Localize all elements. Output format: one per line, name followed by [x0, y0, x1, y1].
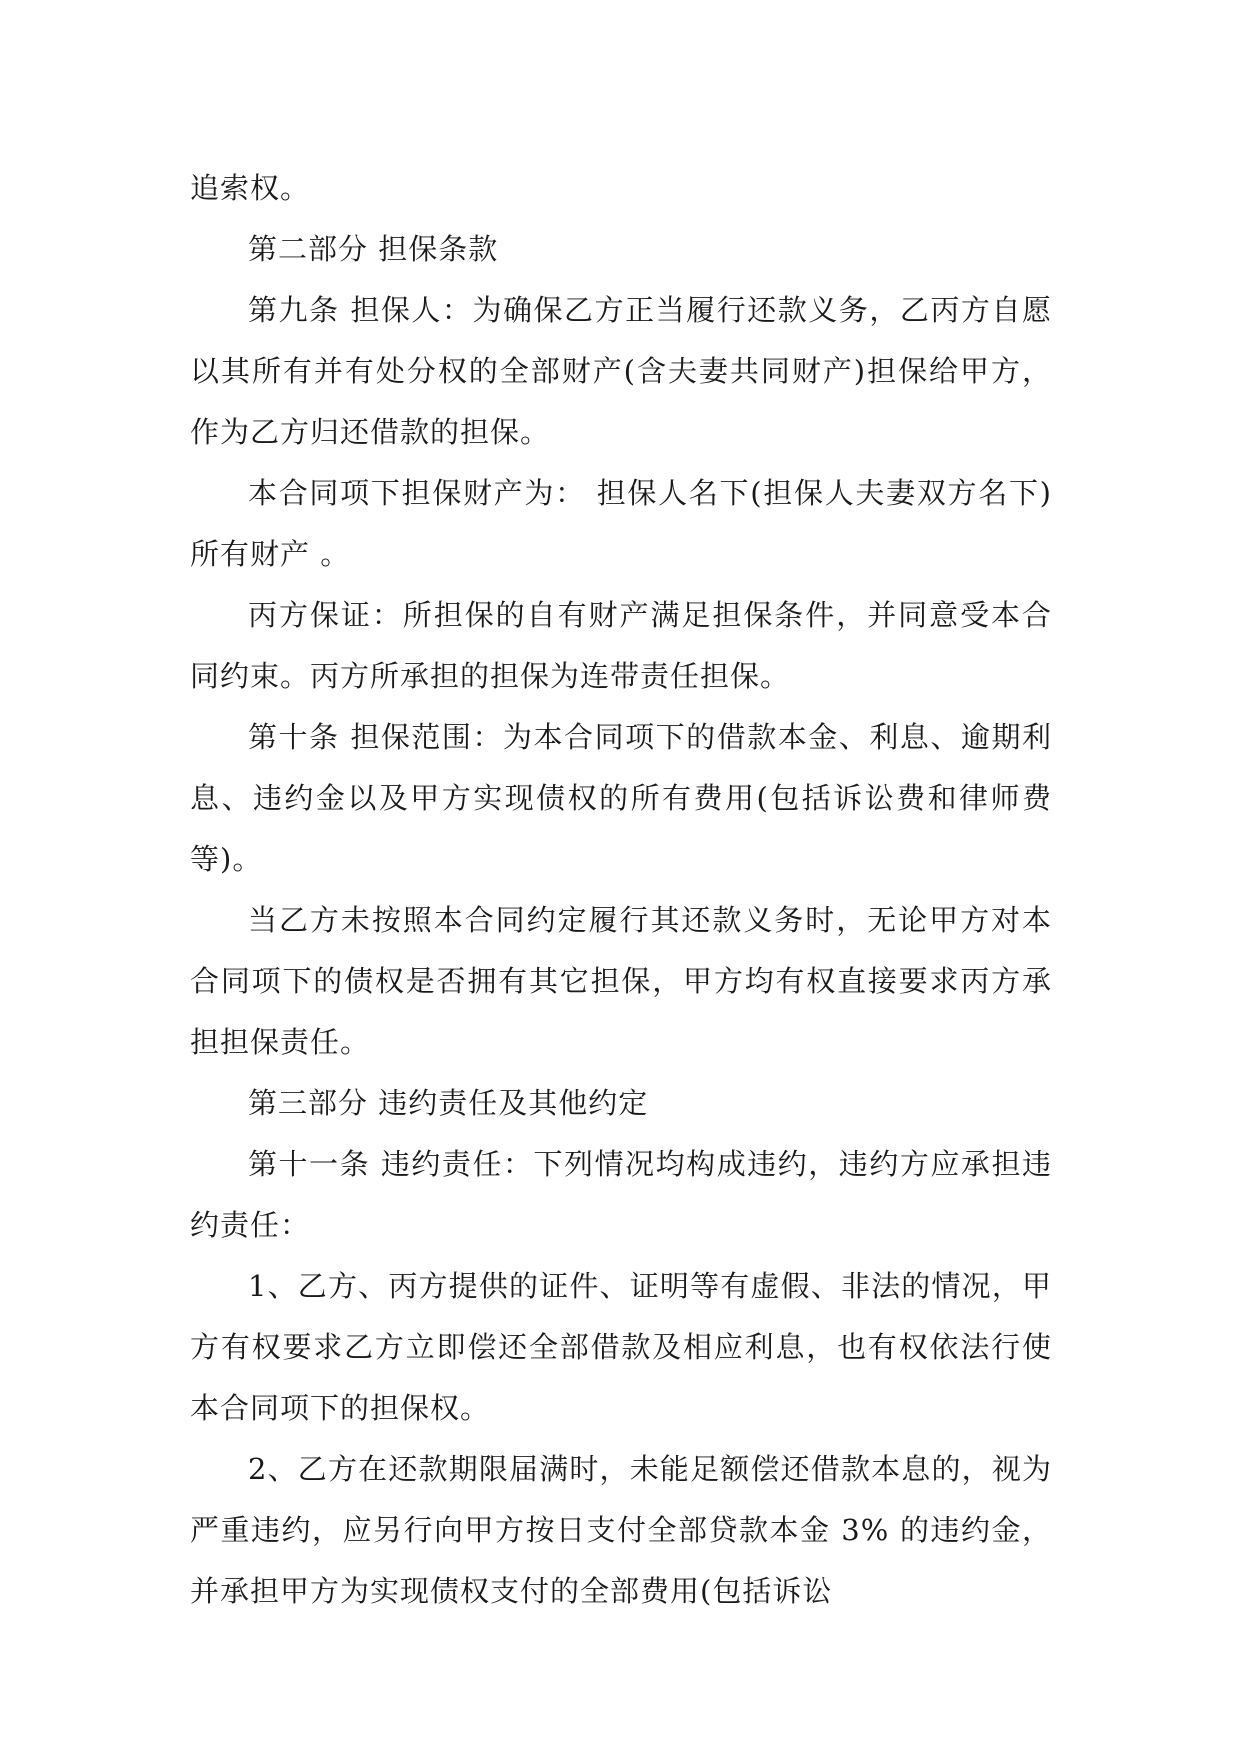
document-body	[190, 158, 1052, 1622]
paragraph-guarantee-property: 本合同项下担保财产为： 担保人名下(担保人夫妻双方名下)所有财产 。	[190, 476, 1052, 571]
paragraph-breach-item-1: 1、乙方、丙方提供的证件、证明等有虚假、非法的情况，甲方有权要求乙方立即偿还全部借款及相应利息，也有权依法行使本合同项下的担保权。	[190, 1269, 1052, 1425]
paragraph-breach-item-2: 2、乙方在还款期限届满时，未能足额偿还借款本息的，视为严重违约，应另行向甲方按日支付全部贷款本金 3% 的违约金，并承担甲方为实现债权支付的全部费用(包括诉讼	[190, 1452, 1052, 1608]
paragraph-direct-claim: 当乙方未按照本合同约定履行其还款义务时，无论甲方对本合同项下的债权是否拥有其它担保，甲方均有权直接要求丙方承担担保责任。	[190, 903, 1052, 1059]
paragraph-article-10: 第十条 担保范围：为本合同项下的借款本金、利息、逾期利息、违约金以及甲方实现债权的所有费用(包括诉讼费和律师费等)。	[190, 720, 1052, 876]
section-heading-part-two: 第二部分 担保条款	[248, 232, 499, 266]
paragraph-article-9: 第九条 担保人：为确保乙方正当履行还款义务，乙丙方自愿以其所有并有处分权的全部财产(含夫妻共同财产)担保给甲方，作为乙方归还借款的担保。	[190, 293, 1052, 449]
paragraph-party-c-guarantee: 丙方保证：所担保的自有财产满足担保条件，并同意受本合同约束。丙方所承担的担保为连带责任担保。	[190, 598, 1052, 693]
paragraph-article-11: 第十一条 违约责任：下列情况均构成违约，违约方应承担违约责任：	[190, 1147, 1052, 1242]
paragraph-continuation: 追索权。	[190, 171, 311, 205]
section-heading-part-three: 第三部分 违约责任及其他约定	[248, 1086, 649, 1120]
